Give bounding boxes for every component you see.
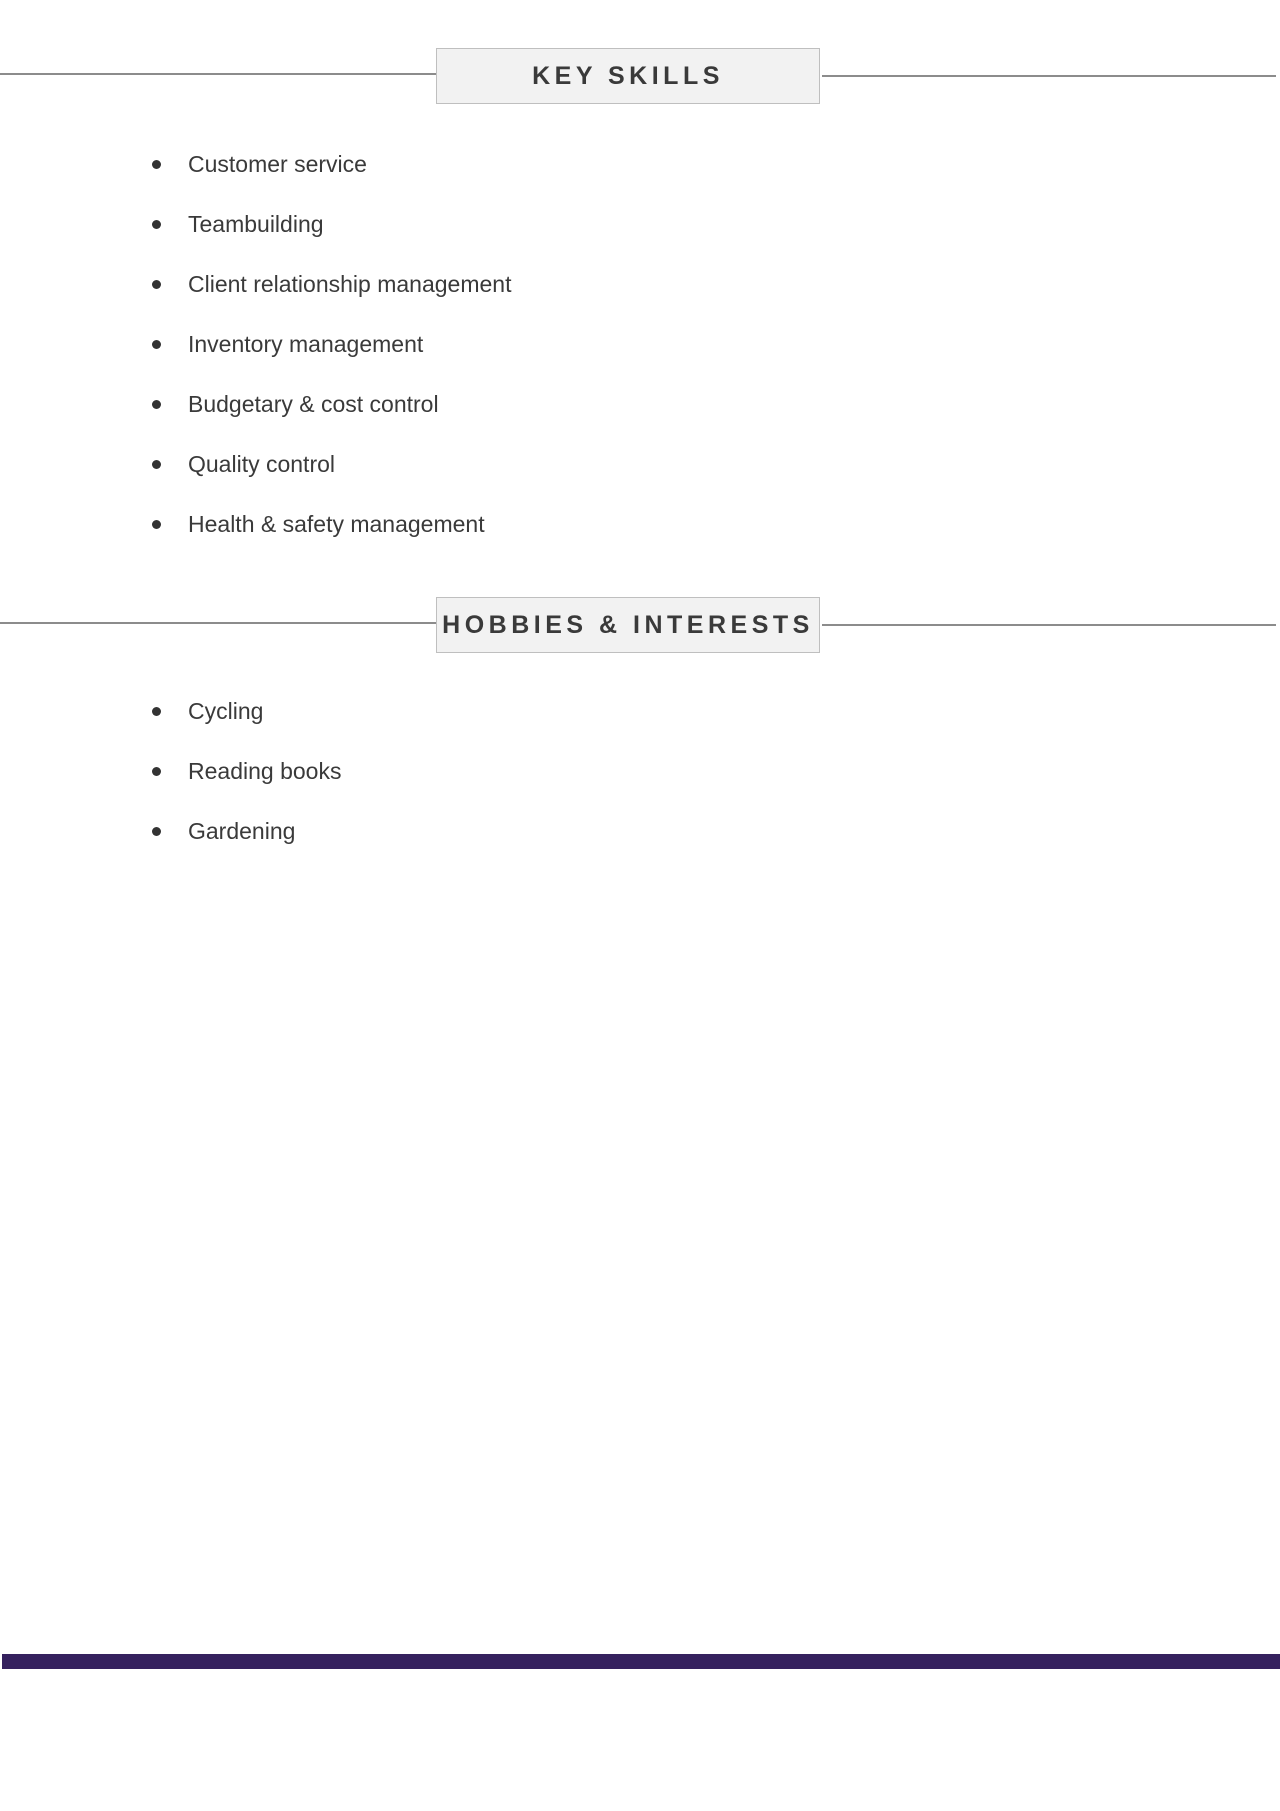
bullet-icon [152,400,161,409]
header-rule-right [822,624,1276,626]
skill-item: Teambuilding [188,210,324,237]
header-rule-left [0,73,436,75]
header-rule-left [0,622,436,624]
skill-item: Customer service [188,150,367,177]
skill-item: Client relationship management [188,270,512,297]
bullet-icon [152,160,161,169]
section-title-hobbies: HOBBIES & INTERESTS [442,610,814,639]
bullet-icon [152,340,161,349]
hobbies-interests-header [0,597,1276,655]
section-title-box [436,597,820,653]
skill-item: Health & safety management [188,510,485,537]
header-rule-right [822,75,1276,77]
key-skills-header [0,48,1276,106]
hobby-item: Gardening [188,817,296,844]
hobby-item: Reading books [188,757,342,784]
skill-item: Quality control [188,450,336,477]
skill-item: Inventory management [188,330,424,357]
hobby-item: Cycling [188,697,264,724]
footer-accent-bar [2,1654,1280,1669]
bullet-icon [152,767,161,776]
bullet-icon [152,220,161,229]
bullet-icon [152,520,161,529]
bullet-icon [152,460,161,469]
bullet-icon [152,827,161,836]
bullet-icon [152,707,161,716]
skill-item: Budgetary & cost control [188,390,439,417]
section-title-key-skills: KEY SKILLS [532,61,724,90]
section-title-box [436,48,820,104]
bullet-icon [152,280,161,289]
